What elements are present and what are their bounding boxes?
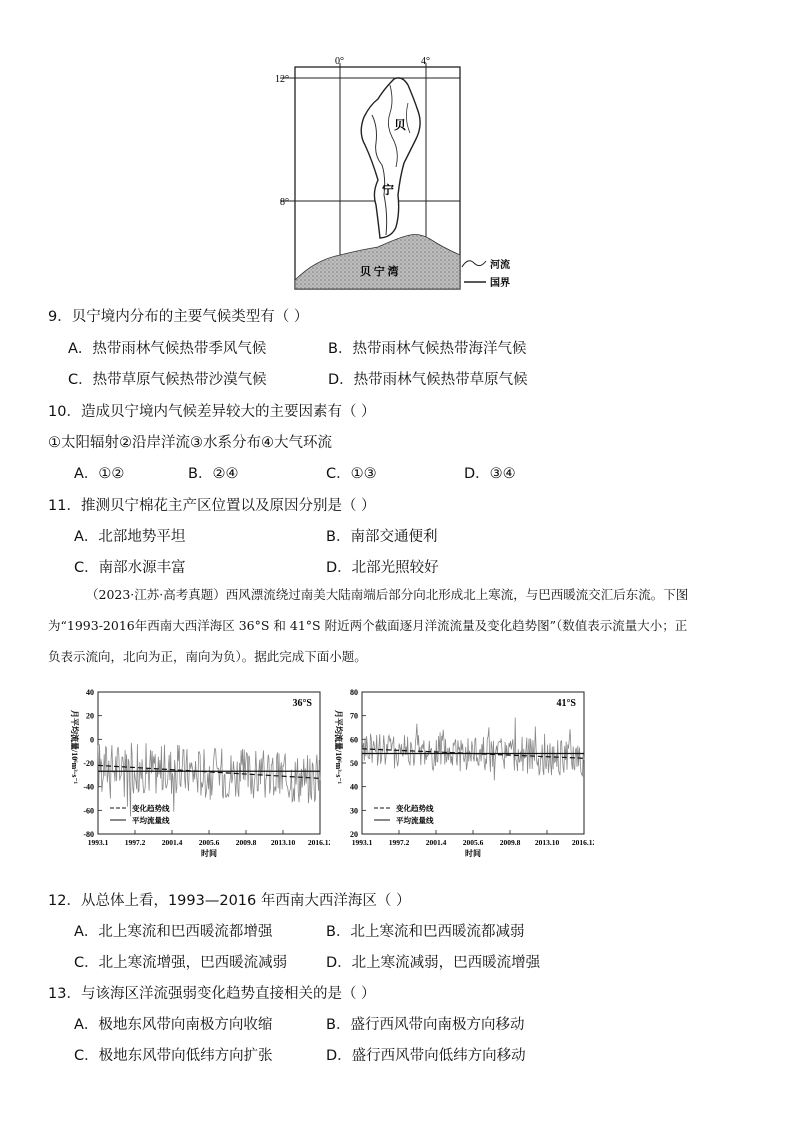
lon-label-0: 0°: [335, 56, 344, 67]
y-tick-label: -80: [83, 830, 94, 839]
question-12-option-d[interactable]: D．北上寒流减弱，巴西暖流增强: [326, 955, 541, 971]
y-tick-label: 40: [350, 782, 358, 792]
y-tick-label: 50: [350, 759, 358, 768]
chart-41s-svg: [324, 684, 594, 866]
question-9-stem: 9．贝宁境内分布的主要气候类型有（ ）: [48, 309, 309, 325]
y-tick-label: 30: [350, 806, 358, 816]
y-tick-label: -40: [83, 782, 94, 792]
question-11-option-b[interactable]: B．南部交通便利: [326, 529, 438, 545]
chart-title: 41°S: [556, 698, 576, 709]
x-tick-label: 2013.10: [534, 838, 560, 847]
benin-boundary: [361, 78, 420, 238]
x-axis-label: 时间: [201, 849, 217, 858]
legend-mean-label: 平均流量线: [396, 816, 434, 825]
y-tick-label: -60: [83, 806, 94, 816]
question-13-option-c[interactable]: C．极地东风带向低纬方向扩张: [74, 1048, 273, 1064]
intro-line-3: 负表示流向，北向为正，南向为负）。据此完成下面小题。: [48, 649, 367, 664]
x-tick-label: 1993.1: [87, 838, 109, 847]
question-13-stem: 13．与该海区洋流强弱变化趋势直接相关的是（ ）: [48, 986, 376, 1002]
chart-title: 36°S: [292, 698, 312, 709]
y-tick-label: -20: [83, 759, 94, 768]
river-legend-icon: [462, 261, 486, 267]
y-tick-label: 70: [350, 711, 358, 721]
x-tick-label: 2013.10: [270, 838, 296, 847]
legend-label-river: 河流: [490, 260, 510, 271]
question-11-stem: 11．推测贝宁棉花主产区位置以及原因分别是（ ）: [48, 498, 376, 514]
x-tick-label: 1993.1: [351, 838, 373, 847]
chart-36s: [60, 684, 330, 866]
y-tick-label: 80: [350, 688, 358, 697]
place-label-bay: 贝 宁 湾: [360, 266, 399, 278]
lat-label-8: 8°: [280, 197, 289, 208]
question-11-option-c[interactable]: C．南部水源丰富: [74, 560, 186, 576]
question-9-option-c[interactable]: C．热带草原气候热带沙漠气候: [68, 372, 267, 388]
benin-map-svg: [260, 55, 530, 295]
question-13-option-a[interactable]: A．极地东风带向南极方向收缩: [74, 1017, 273, 1033]
question-12-option-a[interactable]: A．北上寒流和巴西暖流都增强: [74, 924, 273, 940]
legend-trend-label: 变化趋势线: [396, 804, 434, 813]
intro-line-2: 为“1993-2016年西南大西洋海区 36°S 和 41°S 附近两个截面逐月洋流流量及变化趋势图”（数值表示流量大小；正: [48, 618, 688, 633]
place-label-bei: 贝: [394, 118, 407, 132]
place-label-ning: 宁: [382, 183, 395, 197]
question-13-option-d[interactable]: D．盛行西风带向低纬方向移动: [326, 1048, 526, 1064]
question-10-option-a[interactable]: A．①②: [74, 466, 125, 482]
x-tick-label: 2016.12: [571, 838, 594, 847]
chart-36s-svg: [60, 684, 330, 866]
x-tick-label: 2009.8: [499, 838, 521, 847]
legend-mean-label: 平均流量线: [132, 816, 170, 825]
benin-map: [260, 55, 530, 295]
intro-line-1: （2023·江苏·高考真题）西风漂流绕过南美大陆南端后部分向北形成北上寒流，与巴西暖流交汇后东流。下图: [86, 587, 689, 602]
x-tick-label: 2009.8: [235, 838, 257, 847]
x-tick-label: 2001.4: [425, 838, 447, 847]
x-tick-label: 2016.12: [307, 838, 330, 847]
question-13-option-b[interactable]: B．盛行西风带向南极方向移动: [326, 1017, 525, 1033]
x-tick-label: 1997.2: [124, 838, 146, 847]
legend-trend-label: 变化趋势线: [132, 804, 170, 813]
x-axis-label: 时间: [465, 849, 481, 858]
y-tick-label: 60: [350, 735, 358, 745]
question-12-option-c[interactable]: C．北上寒流增强，巴西暖流减弱: [74, 955, 288, 971]
question-11-option-a[interactable]: A．北部地势平坦: [74, 529, 186, 545]
x-tick-label: 2005.6: [198, 838, 220, 847]
question-10-option-c[interactable]: C．①③: [326, 466, 377, 482]
question-10-stem: 10．造成贝宁境内气候差异较大的主要因素有（ ）: [48, 404, 376, 420]
legend-label-border: 国界: [490, 278, 510, 289]
y-axis-label: 月平均流量/10⁶m³·s⁻¹: [70, 710, 79, 785]
y-tick-label: 20: [86, 711, 94, 721]
y-tick-label: 20: [350, 830, 358, 839]
y-tick-label: 40: [86, 688, 94, 697]
question-9-option-d[interactable]: D．热带雨林气候热带草原气候: [328, 372, 528, 388]
y-axis-label: 月平均流量/10⁶m³·s⁻¹: [334, 710, 343, 785]
question-10-option-d[interactable]: D．③④: [464, 466, 516, 482]
y-tick-label: 0: [90, 735, 94, 745]
question-10-option-b[interactable]: B．②④: [188, 466, 239, 482]
question-9-option-b[interactable]: B．热带雨林气候热带海洋气候: [328, 341, 527, 357]
x-tick-label: 2005.6: [462, 838, 484, 847]
chart-41s: [324, 684, 594, 866]
question-10-sub: ①太阳辐射②沿岸洋流③水系分布④大气环流: [48, 435, 332, 451]
question-12-stem: 12．从总体上看，1993—2016 年西南大西洋海区（ ）: [48, 893, 411, 909]
x-tick-label: 1997.2: [388, 838, 410, 847]
lon-label-4: 4°: [421, 56, 430, 67]
x-tick-label: 2001.4: [161, 838, 183, 847]
question-12-option-b[interactable]: B．北上寒流和巴西暖流都减弱: [326, 924, 525, 940]
coastal-land: [295, 235, 460, 290]
question-11-option-d[interactable]: D．北部光照较好: [326, 560, 439, 576]
lat-label-12: 12°: [275, 74, 289, 85]
question-9-option-a[interactable]: A．热带雨林气候热带季风气候: [68, 341, 267, 357]
